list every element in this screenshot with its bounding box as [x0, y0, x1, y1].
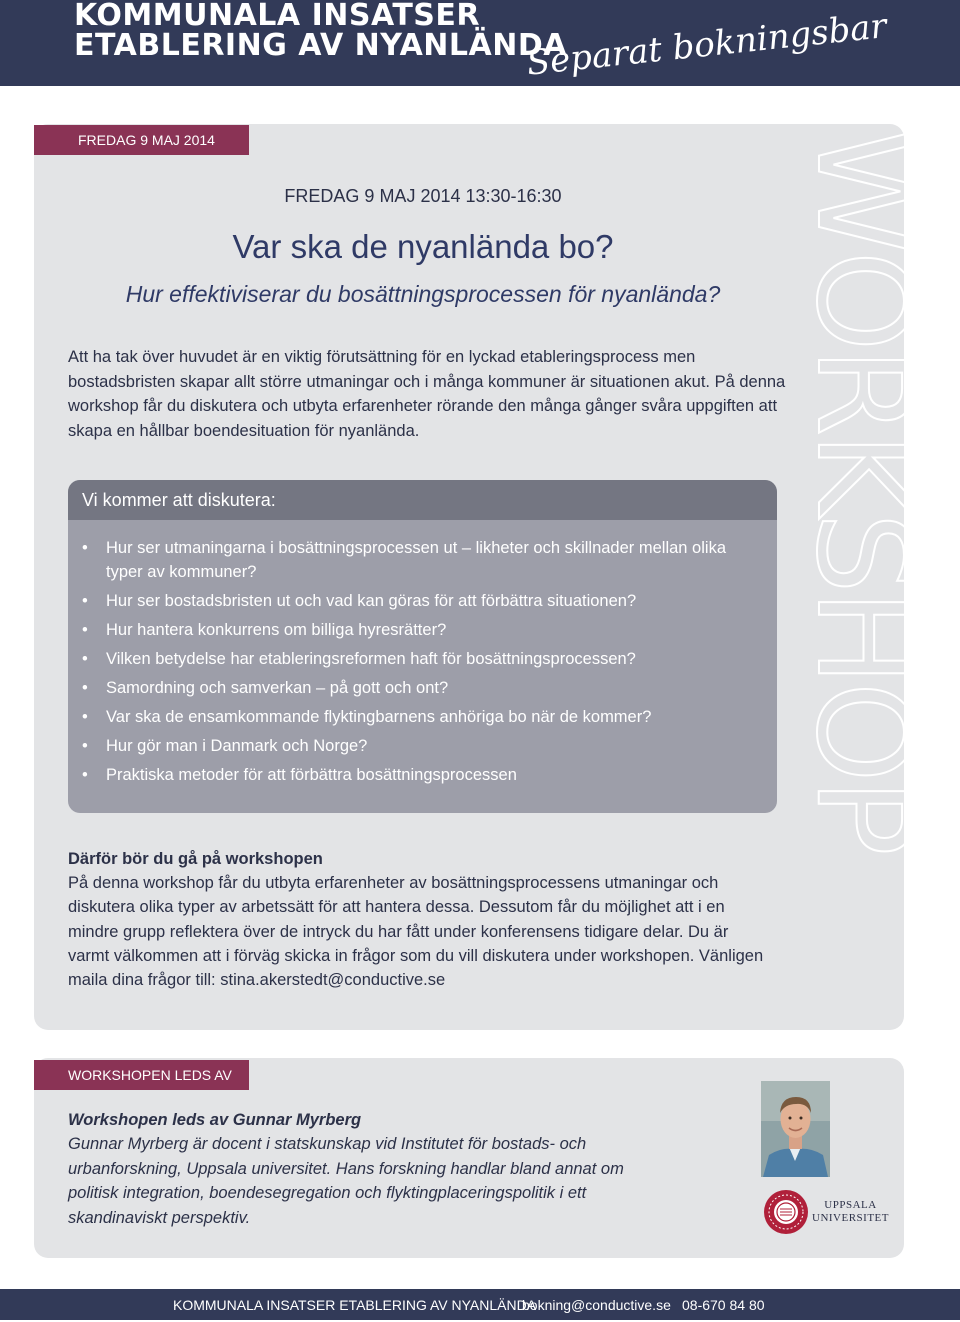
list-item [68, 676, 777, 700]
bullet-icon: • [82, 737, 88, 755]
event-subtitle: Hur effektiviserar du bosättningsprocessen för nyanlända? [125, 281, 721, 307]
list-item-text: Praktiska metoder för att förbättra bosättningsprocessen [106, 766, 517, 784]
list-item [68, 618, 777, 642]
leader-bio: Gunnar Myrberg är docent i statskunskap vid Institutet för bostads- och urbanforskning, Uppsala universitet. Hans forskning handlar bland annat om politisk integration, boendesegregation och flyktingplaceringspolitik i ett skandinaviskt perspektiv. [68, 1135, 624, 1227]
workshop-side-label: WORKSHOP [788, 128, 937, 852]
header-title-line1: KOMMUNALA INSATSER [74, 0, 481, 33]
why-attend-heading: Därför bör du gå på workshopen [68, 850, 323, 868]
bullet-icon: • [82, 592, 88, 610]
list-item [68, 705, 777, 729]
university-name [812, 1199, 889, 1225]
bullet-icon: • [82, 650, 88, 668]
bullet-icon: • [82, 679, 88, 697]
bullet-icon: • [82, 621, 88, 639]
university-name-line1: UPPSALA [824, 1199, 877, 1211]
why-attend-body: På denna workshop får du utbyta erfarenheter av bosättningsprocessens utmaningar och diskutera olika typer av arbetssätt för att hantera dessa. Dessutom får du möjlighet att i en mindre grupp reflektera över de intryck du har fått under konferensens tidigare delar. Du är varmt välkommen att i förväg skicka in frågor som du vill diskutera under workshopen. Vänligen maila dina frågor till: stina.akerstedt@conductive.se [68, 874, 764, 990]
list-item-text: Hur ser utmaningarna i bosättningsprocessen ut – likheter och skillnader mellan olika typer av kommuner? [106, 539, 726, 581]
footer-phone[interactable]: 08-670 84 80 [682, 1297, 765, 1313]
header-banner [0, 0, 960, 86]
list-item [68, 536, 777, 584]
header-title-line2: ETABLERING AV NYANLÄNDA [74, 28, 567, 63]
bullet-icon: • [82, 539, 88, 557]
list-item [68, 589, 777, 613]
footer-email[interactable]: bokning@conductive.se [522, 1297, 671, 1313]
university-seal-icon [763, 1189, 809, 1235]
list-item-text: Hur ser bostadsbristen ut och vad kan göras för att förbättra situationen? [106, 592, 637, 610]
discussion-list [68, 520, 777, 787]
list-item-text: Vilken betydelse har etableringsreformen haft för bosättningsprocessen? [106, 650, 636, 668]
footer-bar [0, 1289, 960, 1320]
list-item [68, 763, 777, 787]
leader-tab: WORKSHOPEN LEDS AV [34, 1060, 249, 1090]
leader-section [68, 1108, 668, 1230]
event-datetime: FREDAG 9 MAJ 2014 13:30-16:30 [284, 186, 562, 206]
event-title: Var ska de nyanlända bo? [232, 228, 614, 265]
list-item-text: Var ska de ensamkommande flyktingbarnens anhöriga bo när de kommer? [106, 708, 652, 726]
booking-note: Separat bokningsbar [524, 6, 889, 84]
bullet-icon: • [82, 766, 88, 784]
list-item-text: Hur gör man i Danmark och Norge? [106, 737, 368, 755]
university-name-line2: UNIVERSITET [812, 1212, 889, 1224]
event-intro: Att ha tak över huvudet är en viktig förutsättning för en lyckad etableringsprocess men bostadsbristen skapar allt större utmaningar och i många kommuner är situationen akut. På denna workshop får du diskutera och utbyta erfarenheter rörande den många gånger svåra uppgiften att skapa en hållbar boendesituation för nyanlända. [68, 348, 786, 440]
why-attend-section [68, 847, 768, 992]
discussion-box [68, 480, 777, 813]
date-tab: FREDAG 9 MAJ 2014 [34, 125, 249, 155]
list-item-text: Samordning och samverkan – på gott och ont? [106, 679, 449, 697]
bullet-icon: • [82, 708, 88, 726]
discussion-heading: Vi kommer att diskutera: [68, 480, 777, 520]
leader-photo [761, 1081, 830, 1177]
list-item-text: Hur hantera konkurrens om billiga hyresrätter? [106, 621, 447, 639]
list-item [68, 647, 777, 671]
footer-org: KOMMUNALA INSATSER ETABLERING AV NYANLÄNDA [173, 1297, 537, 1313]
leader-heading: Workshopen leds av Gunnar Myrberg [68, 1111, 362, 1129]
list-item [68, 734, 777, 758]
